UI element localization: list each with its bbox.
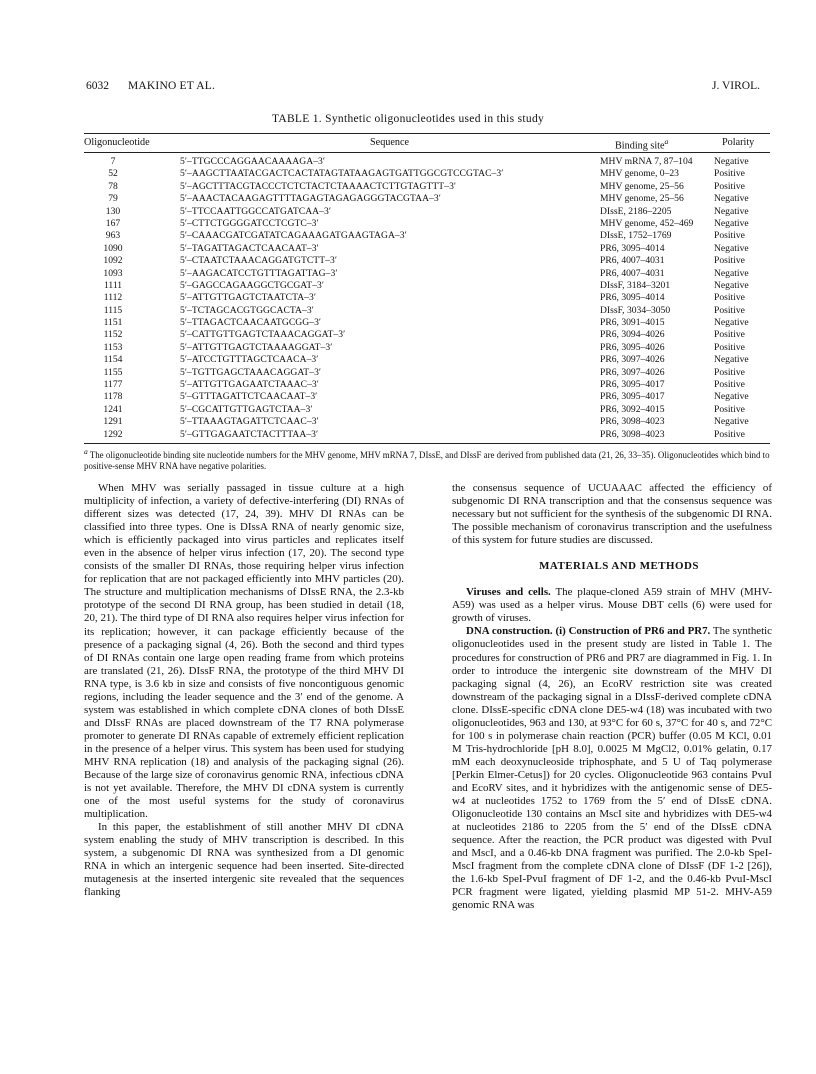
table-row [84, 230, 770, 242]
cell-oligonucleotide: 1112 [103, 292, 123, 304]
table-row [84, 329, 770, 341]
cell-sequence: 5′–GTTGAGAATCTACTTTAA–3′ [180, 428, 319, 440]
table-row [84, 429, 770, 441]
cell-polarity: Positive [714, 366, 745, 378]
cell-oligonucleotide: 1291 [103, 416, 123, 428]
cell-sequence: 5′–ATTGTTGAGTCTAATCTA–3′ [180, 292, 317, 304]
table-row [84, 243, 770, 255]
cell-oligonucleotide: 78 [108, 180, 118, 192]
viruses-cells-heading: Viruses and cells. [466, 586, 551, 599]
cell-polarity: Negative [714, 354, 749, 366]
cell-binding-site: DIssE, 1752–1769 [600, 230, 672, 242]
dna-construction-heading: DNA construction. (i) Construction of PR6 and PR7. [466, 625, 711, 638]
cell-polarity: Negative [714, 156, 749, 167]
column-header-sequence: Sequence [370, 137, 410, 148]
table-row [84, 305, 770, 317]
cell-oligonucleotide: 963 [105, 230, 121, 242]
cell-sequence: 5′–ATCCTGTTTAGCTCAACA–3′ [180, 354, 319, 366]
cell-binding-site: PR6, 3098–4023 [600, 416, 665, 428]
cell-oligonucleotide: 1155 [103, 366, 123, 378]
cell-polarity: Negative [714, 217, 749, 229]
cell-sequence: 5′–CAAACGATCGATATCAGAAAGATGAAGTAGA–3′ [180, 230, 407, 242]
cell-oligonucleotide: 1154 [103, 354, 123, 366]
cell-polarity: Negative [714, 279, 749, 291]
cell-binding-site: PR6, 3097–4026 [600, 366, 665, 378]
cell-binding-site: DIssE, 2186–2205 [600, 205, 672, 217]
cell-oligonucleotide: 1241 [103, 403, 123, 415]
cell-oligonucleotide: 1178 [103, 391, 123, 403]
column-header-binding-site [615, 137, 668, 151]
footnote-mark: a [84, 447, 88, 456]
table-row [84, 268, 770, 280]
table-header-row [84, 137, 770, 152]
right-text-column [452, 482, 772, 912]
cell-sequence: 5′–TTCCAATTGGCCATGATCAA–3′ [180, 205, 332, 217]
cell-polarity: Positive [714, 230, 745, 242]
cell-sequence: 5′–ATTGTTGAGTCTAAAAGGAT–3′ [180, 341, 333, 353]
table-row [84, 416, 770, 428]
cell-sequence: 5′–CGCATTGTTGAGTCTAA–3′ [180, 403, 313, 415]
table-footnote [84, 446, 770, 473]
cell-polarity: Negative [714, 391, 749, 403]
cell-sequence: 5′–AAGACATCCTGTTTAGATTAG–3′ [180, 267, 338, 279]
table-row [84, 193, 770, 205]
cell-polarity: Positive [714, 180, 745, 192]
cell-sequence: 5′–CATTGTTGAGTCTAAACAGGAT–3′ [180, 329, 346, 341]
cell-polarity: Positive [714, 304, 745, 316]
footnote-text: The oligonucleotide binding site nucleotide numbers for the MHV genome, MHV mRNA 7, DIssE, and DIssF are derived from published data (21, 26, 33–35). Oligonucleotides which bind to positive-sense MHV RNA have negative polarities. [84, 449, 770, 472]
cell-polarity: Positive [714, 379, 745, 391]
section-heading-materials-methods: MATERIALS AND METHODS [539, 560, 699, 573]
cell-polarity: Negative [714, 317, 749, 329]
cell-sequence: 5′–GAGCCAGAAGGCTGCGAT–3′ [180, 279, 324, 291]
cell-oligonucleotide: 1292 [103, 428, 123, 440]
table-row [84, 181, 770, 193]
cell-sequence: 5′–TTAAAGTAGATTCTCAAC–3′ [180, 416, 319, 428]
table-top-rule [84, 133, 770, 134]
binding-site-footnote-mark: a [664, 137, 669, 146]
cell-polarity: Negative [714, 193, 749, 205]
table-row [84, 218, 770, 230]
intro-paragraph-1: When MHV was serially passaged in tissue culture at a high multiplicity of infection, a variety of defective-interfering (DI) RNAs of different sizes was detected (17, 24, 39). MHV DI RNAs can be classified into three types. One is DIssA RNA of nearly genomic size, which is efficiently packaged into virus particles and replicates itself even in the absence of helper virus infection (17, 20). The second type consists of the smaller DI RNAs, those requiring helper virus infection for replication that are not packaged efficiently into MHV particles (20). The structure and multiplication mechanisms of DIssE RNA, the 2.3-kb prototype of the second DI RNA group, has been studied in detail (18, 20, 21). The third type of DI RNA also requires helper virus infection for its replication; however, it can package efficiently because of the presence of a packaging signal (4, 26). Both the second and third types of DI RNAs contain one large open reading frame from which proteins are translated (21, 26). DIssF RNA, the prototype of the third MHV DI RNA type, is 3.6 kb in size and consists of five noncontiguous genomic regions, including the leader sequence and the 3′ end of the genome. A system was established in which complete cDNA clones of both DIssE and DIssF RNAs are placed downstream of the T7 RNA polymerase promoter to generate DI RNAs capable of extremely efficient replication in the presence of a helper virus. This system has been used for studying MHV RNA replication (18) and analysis of the packaging signal (26). Because of the large size of coronavirus genomic RNA, infectious cDNA is not yet available. Therefore, the MHV DI cDNA system is currently one of the most useful systems for the study of coronavirus multiplication. [84, 482, 404, 821]
cell-sequence: 5′–AAGCTTAATACGACTCACTATAGTATAAGAGTGATTGGCGTCCGTAC–3′ [180, 168, 504, 180]
cell-sequence: 5′–GTTTAGATTCTCAACAAT–3′ [180, 391, 318, 403]
cell-sequence: 5′–AGCTTTACGTACCCTCTCTACTCTAAAACTCTTGTAGTTT–3′ [180, 180, 457, 192]
viruses-cells-paragraph [452, 586, 772, 625]
table-row [84, 168, 770, 180]
cell-binding-site: PR6, 3098–4023 [600, 428, 665, 440]
page-number: 6032 [86, 80, 109, 92]
cell-polarity: Positive [714, 403, 745, 415]
cell-binding-site: MHV genome, 0–23 [600, 168, 679, 180]
cell-sequence: 5′–TAGATTAGACTCAACAAT–3′ [180, 242, 319, 254]
table-row [84, 206, 770, 218]
cell-binding-site: PR6, 3097–4026 [600, 354, 665, 366]
cell-binding-site: MHV genome, 25–56 [600, 180, 684, 192]
cell-sequence: 5′–TCTAGCACGTGGCACTA–3′ [180, 304, 314, 316]
cell-polarity: Positive [714, 341, 745, 353]
cell-binding-site: MHV genome, 452–469 [600, 217, 694, 229]
cell-polarity: Negative [714, 205, 749, 217]
cell-polarity: Positive [714, 255, 745, 267]
cell-polarity: Negative [714, 267, 749, 279]
running-head-authors: MAKINO ET AL. [128, 80, 216, 92]
cell-oligonucleotide: 1152 [103, 329, 123, 341]
cell-binding-site: PR6, 3091–4015 [600, 317, 665, 329]
cell-oligonucleotide: 79 [108, 193, 118, 205]
table-row [84, 404, 770, 416]
cell-sequence: 5′–CTTCTGGGGATCCTCGTC–3′ [180, 217, 319, 229]
cell-binding-site: PR6, 4007–4031 [600, 255, 665, 267]
cell-oligonucleotide: 1151 [103, 317, 123, 329]
dna-construction-text: The synthetic oligonucleotides used in the present study are listed in Table 1. The procedures for construction of PR6 and PR7 are diagrammed in Fig. 1. In order to introduce the intergenic site downstream of the MHV DI packaging signal (4, 26), an EcoRV restriction site was created downstream of the packaging signal in a DIssF-derived complete cDNA clone. DIssE-specific cDNA clone DE5-w4 (18) was incubated with two oligonucleotides, 963 and 130, at 93°C for 60 s, 37°C for 40 s, and 72°C for 100 s in polymerase chain reaction (PCR) buffer (0.05 M KCl, 0.01 M Tris-hydrochloride [pH 8.0], 0.0025 M MgCl2, 0.01% gelatin, 0.17 mM each deoxynucleoside triphosphate, and 5 U of Taq polymerase [Perkin Elmer-Cetus]) for 20 cycles. Oligonucleotide 963 contains PvuI and EcoRV sites, and it hybridizes with the antigenomic sense of DE5-w4 at nucleotides 1752 to 1769 from the 5′ end of DIssE cDNA. Oligonucleotide 130 contains an MscI site and hybridizes with DE5-w4 at nucleotides 2186 to 2205 from the 5′ end of the DIssE cDNA sequence. After the reaction, the PCR product was digested with PvuI and MscI, and a 0.46-kb DNA fragment was purified. The 2.0-kb SpeI-MscI fragment from the complete cDNA clone of DIssF (DF 1-2 [26]), the 1.6-kb SpeI-PvuI fragment of DF 1-2, and the 0.46-kb PvuI-MscI PCR fragment were ligated, yielding plasmid MP 51-2. MHV-A59 genomic RNA was [452, 625, 772, 912]
dna-construction-paragraph [452, 625, 772, 912]
cell-polarity: Positive [714, 428, 745, 440]
cell-polarity: Negative [714, 416, 749, 428]
table-row [84, 391, 770, 403]
cell-binding-site: PR6, 3095–4026 [600, 341, 665, 353]
cell-oligonucleotide: 1092 [103, 255, 123, 267]
cell-oligonucleotide: 1093 [103, 267, 123, 279]
cell-binding-site: PR6, 3092–4015 [600, 403, 665, 415]
cell-oligonucleotide: 167 [105, 217, 121, 229]
oligonucleotide-table [84, 133, 770, 444]
cell-polarity: Positive [714, 168, 745, 180]
table-body [84, 156, 770, 441]
table-header-rule [84, 152, 770, 153]
cell-sequence: 5′–AAACTACAAGAGTTTTAGAGTAGAGAGGGTACGTAA–3′ [180, 193, 441, 205]
cell-polarity: Positive [714, 292, 745, 304]
cell-sequence: 5′–ATTGTTGAGAATCTAAAC–3′ [180, 379, 319, 391]
cell-sequence: 5′–TTAGACTCAACAATGCGG–3′ [180, 317, 322, 329]
cell-oligonucleotide: 130 [105, 205, 121, 217]
table-row [84, 342, 770, 354]
table-row [84, 280, 770, 292]
column-header-binding-site-label: Binding site [615, 140, 665, 152]
table-row [84, 317, 770, 329]
cell-binding-site: PR6, 3094–4026 [600, 329, 665, 341]
table-title: TABLE 1. Synthetic oligonucleotides used in this study [271, 113, 545, 125]
cell-sequence: 5′–TGTTGAGCTAAACAGGAT–3′ [180, 366, 322, 378]
cell-polarity: Negative [714, 242, 749, 254]
table-row [84, 292, 770, 304]
cell-binding-site: PR6, 3095–4017 [600, 379, 665, 391]
cell-oligonucleotide: 52 [108, 168, 118, 180]
left-text-column [84, 482, 404, 900]
cell-binding-site: PR6, 3095–4017 [600, 391, 665, 403]
cell-oligonucleotide: 1111 [103, 279, 123, 291]
column-header-polarity: Polarity [722, 137, 755, 148]
table-row [84, 255, 770, 267]
table-row [84, 367, 770, 379]
intro-continuation: the consensus sequence of UCUAAAC affected the efficiency of subgenomic DI RNA transcription and that the consensus sequence was necessary but not sufficient for the synthesis of the subgenomic DI RNA. The possible mechanism of coronavirus transcription and the usefulness of this system for future studies are discussed. [452, 482, 772, 547]
cell-sequence: 5′–TTGCCCAGGAACAAAAGA–3′ [180, 156, 326, 167]
cell-binding-site: DIssF, 3034–3050 [600, 304, 671, 316]
column-header-oligonucleotide: Oligonucleotide [84, 137, 150, 148]
cell-oligonucleotide: 1177 [103, 379, 123, 391]
intro-paragraph-2: In this paper, the establishment of still another MHV DI cDNA system enabling the study of MHV transcription is described. In this system, a subgenomic DI RNA was synthesized from a DI genomic RNA in which an intergenic sequence had been inserted. Site-directed mutagenesis at the inserted intergenic site revealed that the sequences flanking [84, 821, 404, 899]
cell-sequence: 5′–CTAATCTAAACAGGATGTCTT–3′ [180, 255, 337, 267]
table-bottom-rule [84, 443, 770, 444]
table-row [84, 379, 770, 391]
cell-binding-site: MHV genome, 25–56 [600, 193, 684, 205]
cell-binding-site: PR6, 3095–4014 [600, 242, 665, 254]
running-head [86, 80, 760, 100]
cell-binding-site: PR6, 4007–4031 [600, 267, 665, 279]
cell-oligonucleotide: 1090 [103, 242, 123, 254]
cell-binding-site: PR6, 3095–4014 [600, 292, 665, 304]
cell-polarity: Positive [714, 329, 745, 341]
table-row [84, 156, 770, 168]
cell-oligonucleotide: 1115 [103, 304, 123, 316]
cell-binding-site: MHV mRNA 7, 87–104 [600, 156, 693, 167]
cell-oligonucleotide: 7 [110, 156, 116, 167]
table-row [84, 354, 770, 366]
running-head-journal: J. VIROL. [711, 80, 760, 92]
cell-binding-site: DIssF, 3184–3201 [600, 279, 671, 291]
viruses-cells-text: The plaque-cloned A59 strain of MHV (MHV-A59) was used as a helper virus. Mouse DBT cells (6) were used for growth of viruses. [452, 586, 772, 625]
cell-oligonucleotide: 1153 [103, 341, 123, 353]
